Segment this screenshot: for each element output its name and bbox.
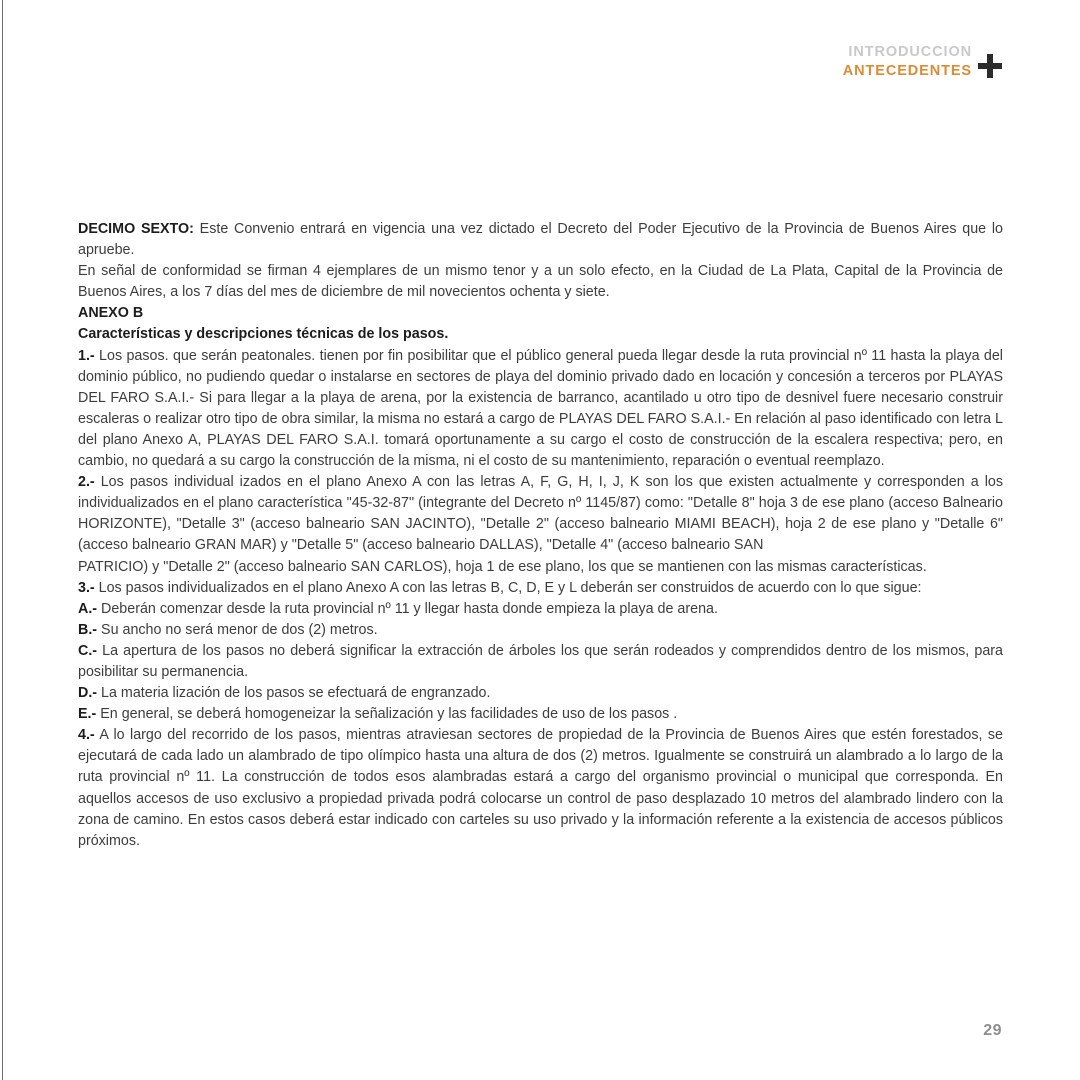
list-item-e-text: En general, se deberá homogeneizar la señalización y las facilidades de uso de los pasos . bbox=[96, 706, 678, 723]
page-header bbox=[843, 44, 1002, 80]
list-item-4-text: A lo largo del recorrido de los pasos, mientras atraviesan sectores de propiedad de la Provincia de Buenos Aires que estén forestados, se ejecutará de cada lado un alambrado de tipo olímpico hasta una altura de dos (2) metros. Igualmente se construirá un alambrado a lo largo de la ruta provincial nº 11. La construcción de todos esos alambradas estará a cargo del organismo provincial o municipal que corresponda. En aquellos accesos de uso exclusivo a propiedad privada podrá colocarse un control de paso desplazado 10 metros del alambrado lindero con la zona de camino. En estos casos deberá estar indicado con carteles su uso privado y la información referente a la existencia de accesos públicos próximos. bbox=[78, 727, 1003, 849]
list-item-d-text: La materia lización de los pasos se efectuará de engranzado. bbox=[97, 685, 491, 702]
list-item-c bbox=[78, 641, 1003, 683]
list-item-1-text: Los pasos. que serán peatonales. tienen por fin posibilitar que el público general pueda llegar desde la ruta provincial nº 11 hasta la playa del dominio público, no pudiendo quedar o instalarse en sectores de playa del dominio privado dado en locación y concesión a terceros por PLAYAS DEL FARO S.A.I.- Si para llegar a la playa de arena, por la existencia de barranco, acantilado u otro tipo de desnivel fuere necesario construir escaleras o realizar otro tipo de obra similar, la misma no estará a cargo de PLAYAS DEL FARO S.A.I.- En relación al paso identificado con letra L del plano Anexo A, PLAYAS DEL FARO S.A.I. tomará oportunamente a su cargo el costo de construcción de la escalera respectiva; pero, en cambio, no quedará a su cargo la construcción de la misma, ni el costo de su mantenimiento, reparación o eventual reemplazo. bbox=[78, 347, 1003, 470]
list-item-a bbox=[78, 599, 1003, 620]
header-label-introduccion: INTRODUCCION bbox=[848, 44, 972, 60]
list-item-b-text: Su ancho no será menor de dos (2) metros. bbox=[97, 621, 378, 638]
list-item-e-lead: E.- bbox=[78, 706, 97, 723]
list-item-2-continuation: PATRICIO) y "Detalle 2" (acceso balneario SAN CARLOS), hoja 1 de ese plano, los que se mantienen con las mismas características. bbox=[78, 558, 927, 575]
list-item-2-lead: 2.- bbox=[78, 474, 95, 491]
list-item-2 bbox=[78, 472, 1003, 556]
plus-icon bbox=[978, 54, 1002, 78]
list-item-3-text: Los pasos individualizados en el plano Anexo A con las letras B, C, D, E y L deberán ser construidos de acuerdo con lo que sigue: bbox=[94, 579, 922, 596]
list-item-4-lead: 4.- bbox=[78, 727, 95, 744]
list-item-d-lead: D.- bbox=[78, 685, 98, 702]
list-item-c-text: La apertura de los pasos no deberá significar la extracción de árboles los que serán rodeados y comprendidos dentro de los mismos, para posibilitar su permanencia. bbox=[78, 642, 1003, 680]
clause-text-decimo-sexto: Este Convenio entrará en vigencia una vez dictado el Decreto del Poder Ejecutivo de la Provincia de Buenos Aires que lo apruebe. bbox=[78, 221, 1003, 259]
list-item-2-text: Los pasos individual izados en el plano Anexo A con las letras A, F, G, H, I, J, K son los que existen actualmente y corresponden a los individualizados en el plano característica "45-32-87" (integrante del Decreto nº 1145/87) como: "Detalle 8" hoja 3 de ese plano (acceso Balneario HORIZONTE), "Detalle 3" (acceso balneario SAN JACINTO), "Detalle 2" (acceso balneario MIAMI BEACH), hoja 2 de ese plano y "Detalle 6" (acceso balneario GRAN MAR) y "Detalle 5" (acceso balneario DALLAS), "Detalle 4" (acceso balneario SAN bbox=[78, 474, 1003, 554]
list-item-b-lead: B.- bbox=[78, 621, 98, 638]
paragraph-conformidad: En señal de conformidad se firman 4 ejemplares de un mismo tenor y a un solo efecto, en la Ciudad de La Plata, Capital de la Provincia de Buenos Aires, a los 7 días del mes de diciembre de mil novecientos ochenta y siete. bbox=[78, 263, 1003, 301]
list-item-1 bbox=[78, 346, 1003, 473]
list-item-3-lead: 3.- bbox=[78, 579, 95, 596]
header-label-antecedentes: ANTECEDENTES bbox=[842, 63, 972, 80]
list-item-3 bbox=[78, 578, 1003, 599]
list-item-c-lead: C.- bbox=[78, 642, 98, 659]
list-item-a-text: Deberán comenzar desde la ruta provincial nº 11 y llegar hasta donde empieza la playa de arena. bbox=[97, 600, 718, 617]
heading-anexo-b: ANEXO B bbox=[78, 305, 144, 322]
list-item-a-lead: A.- bbox=[78, 600, 98, 617]
header-section-labels bbox=[843, 44, 972, 80]
list-item-1-lead: 1.- bbox=[78, 347, 95, 364]
heading-caracteristicas: Características y descripciones técnicas de los pasos. bbox=[78, 326, 449, 343]
list-item-b bbox=[78, 620, 1003, 641]
list-item-e bbox=[78, 704, 1003, 725]
clause-lead-decimo-sexto: DECIMO SEXTO: bbox=[78, 221, 194, 237]
page-spine-rule bbox=[2, 0, 3, 1080]
page-number: 29 bbox=[983, 1022, 1002, 1039]
document-body bbox=[78, 219, 1003, 852]
list-item-4 bbox=[78, 725, 1003, 852]
paragraph-decimo-sexto bbox=[78, 219, 1003, 261]
list-item-d bbox=[78, 683, 1003, 704]
